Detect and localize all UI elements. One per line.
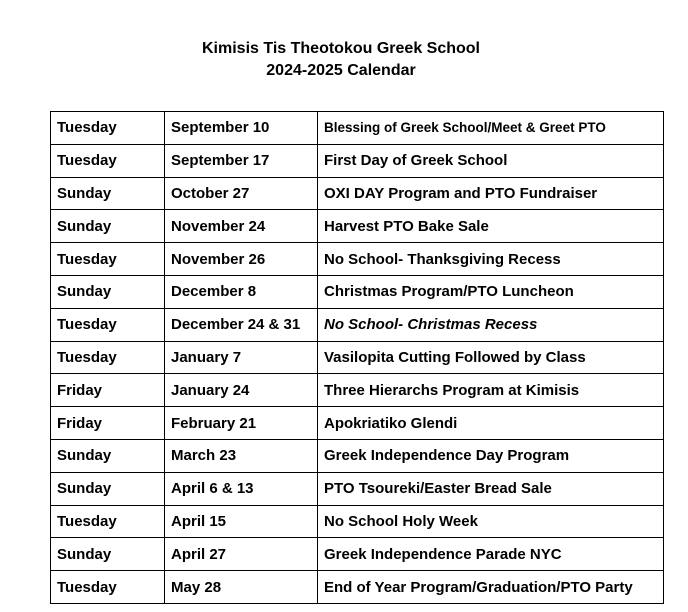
document-title	[0, 38, 682, 82]
date-cell: April 6 & 13	[165, 472, 318, 505]
table-row	[51, 439, 664, 472]
table-row	[51, 243, 664, 276]
day-cell: Tuesday	[51, 112, 165, 145]
event-cell: Harvest PTO Bake Sale	[318, 210, 664, 243]
day-cell: Sunday	[51, 538, 165, 571]
table-row	[51, 571, 664, 604]
date-cell: April 27	[165, 538, 318, 571]
table-row	[51, 177, 664, 210]
date-cell: September 17	[165, 144, 318, 177]
date-cell: January 7	[165, 341, 318, 374]
table-row	[51, 472, 664, 505]
date-cell: December 8	[165, 275, 318, 308]
event-cell: Greek Independence Day Program	[318, 439, 664, 472]
event-cell: PTO Tsoureki/Easter Bread Sale	[318, 472, 664, 505]
event-cell: Apokriatiko Glendi	[318, 407, 664, 440]
event-cell: No School Holy Week	[318, 505, 664, 538]
event-cell: Greek Independence Parade NYC	[318, 538, 664, 571]
day-cell: Tuesday	[51, 505, 165, 538]
table-row	[51, 374, 664, 407]
day-cell: Sunday	[51, 177, 165, 210]
day-cell: Sunday	[51, 439, 165, 472]
table-row	[51, 112, 664, 145]
day-cell: Tuesday	[51, 308, 165, 341]
table-row	[51, 275, 664, 308]
date-cell: April 15	[165, 505, 318, 538]
table-row	[51, 144, 664, 177]
table-row	[51, 505, 664, 538]
date-cell: September 10	[165, 112, 318, 145]
event-cell: No School- Christmas Recess	[318, 308, 664, 341]
table-row	[51, 341, 664, 374]
date-cell: February 21	[165, 407, 318, 440]
day-cell: Friday	[51, 407, 165, 440]
event-cell: OXI DAY Program and PTO Fundraiser	[318, 177, 664, 210]
event-cell: Vasilopita Cutting Followed by Class	[318, 341, 664, 374]
day-cell: Tuesday	[51, 341, 165, 374]
day-cell: Tuesday	[51, 571, 165, 604]
event-cell: End of Year Program/Graduation/PTO Party	[318, 571, 664, 604]
date-cell: March 23	[165, 439, 318, 472]
date-cell: January 24	[165, 374, 318, 407]
event-cell: Christmas Program/PTO Luncheon	[318, 275, 664, 308]
school-name: Kimisis Tis Theotokou Greek School	[202, 40, 480, 57]
table-row	[51, 407, 664, 440]
table-row	[51, 308, 664, 341]
calendar-table	[50, 111, 664, 604]
table-row	[51, 538, 664, 571]
event-cell: No School- Thanksgiving Recess	[318, 243, 664, 276]
day-cell: Sunday	[51, 472, 165, 505]
date-cell: November 26	[165, 243, 318, 276]
date-cell: May 28	[165, 571, 318, 604]
date-cell: December 24 & 31	[165, 308, 318, 341]
event-cell: Three Hierarchs Program at Kimisis	[318, 374, 664, 407]
day-cell: Tuesday	[51, 144, 165, 177]
day-cell: Sunday	[51, 275, 165, 308]
table-row	[51, 210, 664, 243]
event-cell: Blessing of Greek School/Meet & Greet PTO	[318, 112, 664, 145]
day-cell: Sunday	[51, 210, 165, 243]
day-cell: Tuesday	[51, 243, 165, 276]
date-cell: October 27	[165, 177, 318, 210]
calendar-year: 2024-2025 Calendar	[266, 62, 416, 79]
event-cell: First Day of Greek School	[318, 144, 664, 177]
day-cell: Friday	[51, 374, 165, 407]
date-cell: November 24	[165, 210, 318, 243]
